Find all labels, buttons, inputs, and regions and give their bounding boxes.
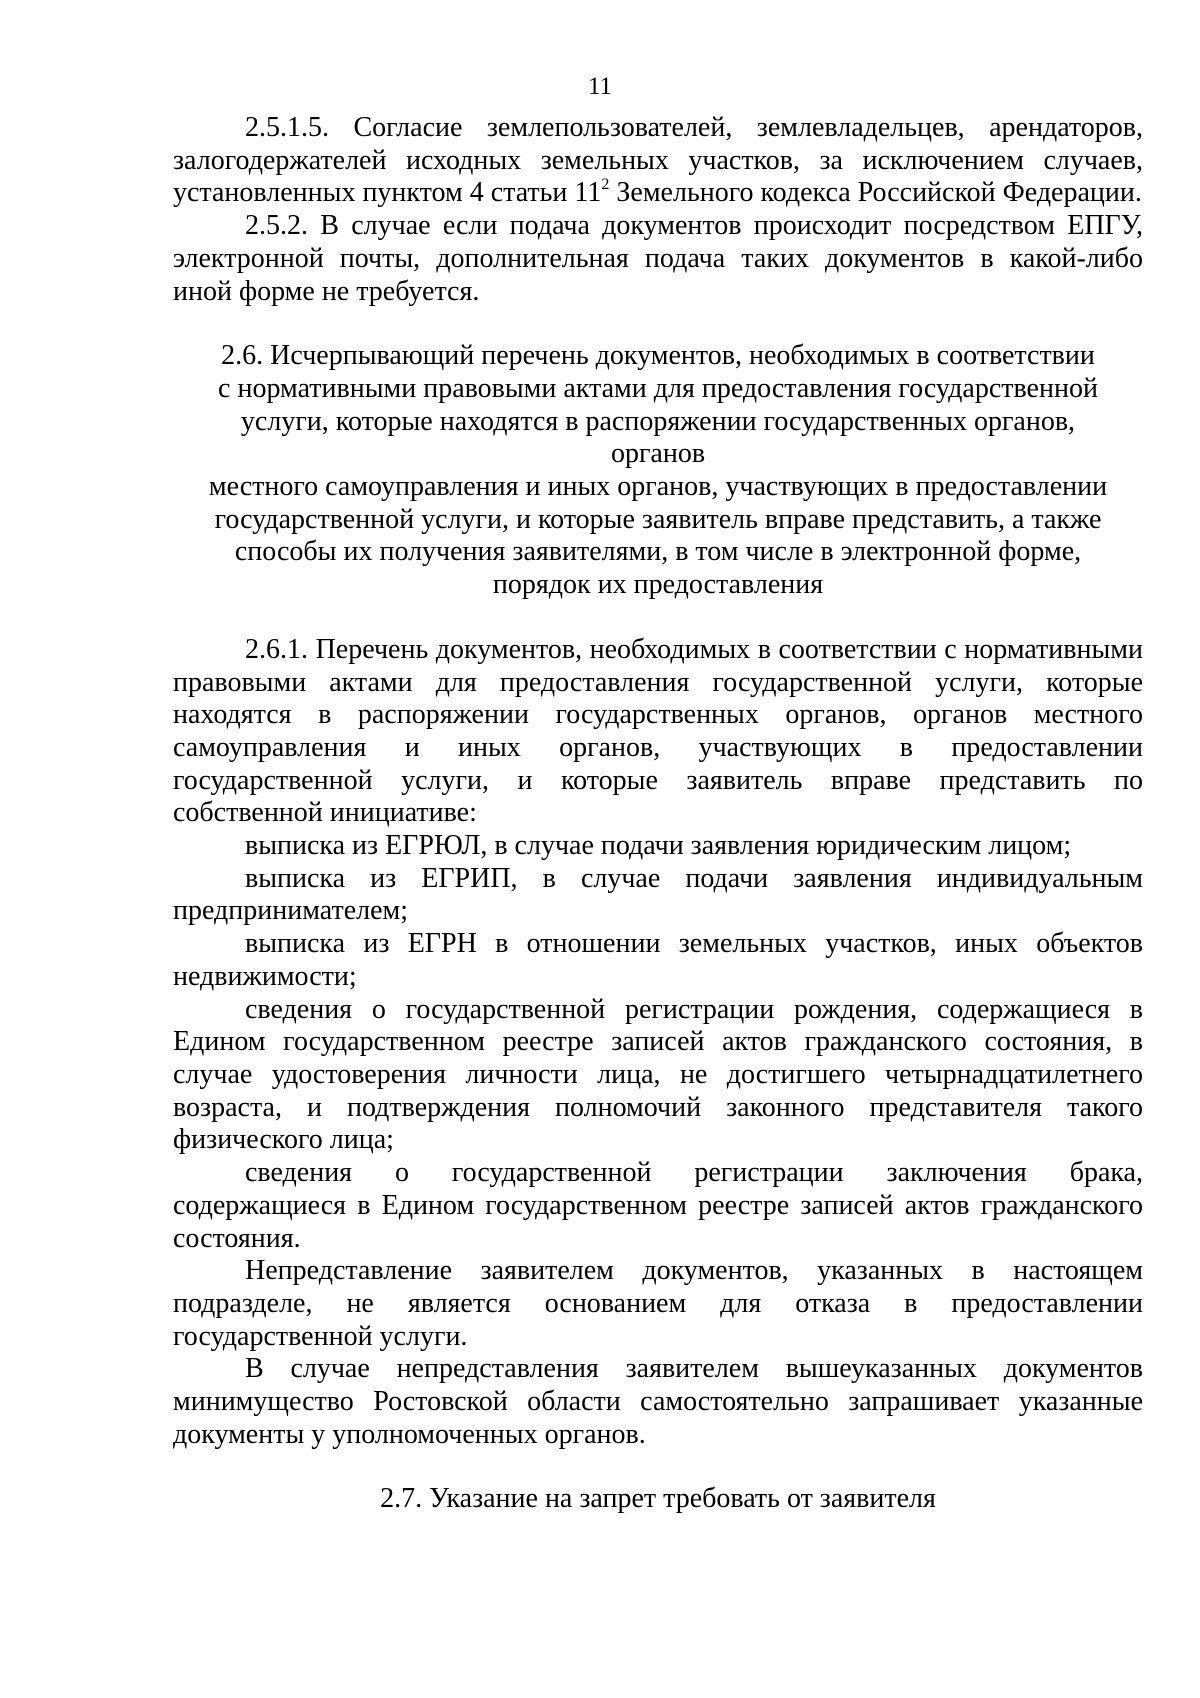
- page-number: 11: [587, 73, 613, 100]
- paragraph-ministry-request: В случае непредставления заявителем вышеуказанных документов минимущество Ростовской области самостоятельно запрашивает указанные документы у уполномоченных органов.: [173, 1353, 1143, 1450]
- paragraph-2-6-1: 2.6.1. Перечень документов, необходимых в соответствии с нормативными правовыми актами для предоставления государственной услуги, которые находятся в распоряжении государственных органов, органов местного самоуправления и иных органов, участвующих в предоставлении государственной услуги, и которые заявитель вправе представить по собственной инициативе:: [173, 633, 1143, 829]
- heading-line: способы их получения заявителями, в том числе в электронной форме,: [234, 536, 1082, 568]
- superscript-2: 2: [601, 176, 610, 194]
- section-heading-2-6: [191, 340, 1125, 602]
- heading-line: порядок их предоставления: [492, 569, 824, 601]
- paragraph-2-5-2: 2.5.2. В случае если подача документов происходит посредством ЕПГУ, электронной почты, дополнительная подача таких документов в какой-либо иной форме не требуется.: [173, 210, 1143, 307]
- paragraph-non-submission: Непредставление заявителем документов, указанных в настоящем подразделе, не является основанием для отказа в предоставлении государственной услуги.: [173, 1255, 1143, 1352]
- heading-line: с нормативными правовыми актами для предоставления государственной: [218, 372, 1098, 404]
- list-item: выписка из ЕГРН в отношении земельных участков, иных объектов недвижимости;: [173, 928, 1143, 992]
- list-item: сведения о государственной регистрации рождения, содержащиеся в Едином государственном реестре записей актов гражданского состояния, в случае удостоверения личности лица, не достигшего четырнадцатилетнего возраста, и подтверждения полномочий законного представителя такого физического лица;: [173, 993, 1143, 1156]
- document-body: [173, 112, 1143, 1516]
- list-item: сведения о государственной регистрации заключения брака, содержащиеся в Едином государственном реестре записей актов гражданского состояния.: [173, 1157, 1143, 1254]
- heading-line: местного самоуправления и иных органов, участвующих в предоставлении: [208, 471, 1108, 503]
- paragraph-2-5-1-5: [173, 112, 1143, 210]
- list-item: выписка из ЕГРИП, в случае подачи заявления индивидуальным предпринимателем;: [173, 862, 1143, 927]
- paragraph-2-5-1-5-text-end: Земельного кодекса Российской Федерации.: [609, 177, 1142, 209]
- heading-line: государственной услуги, и которые заявитель вправе представить, а также: [214, 503, 1102, 535]
- list-item: выписка из ЕГРЮЛ, в случае подачи заявления юридическим лицом;: [245, 830, 1072, 862]
- paragraph-2-5-1-5-text: 2.5.1.5. Согласие землепользователей, землевладельцев, арендаторов, залогодержателей исходных земельных участков, за исключением случаев, установленных пунктом 4 статьи 11: [173, 112, 1143, 209]
- heading-line: 2.6. Исчерпывающий перечень документов, необходимых в соответствии: [221, 340, 1095, 372]
- heading-line: услуги, которые находятся в распоряжении государственных органов, органов: [240, 405, 1076, 470]
- section-heading-2-7: 2.7. Указание на запрет требовать от заявителя: [380, 1483, 936, 1515]
